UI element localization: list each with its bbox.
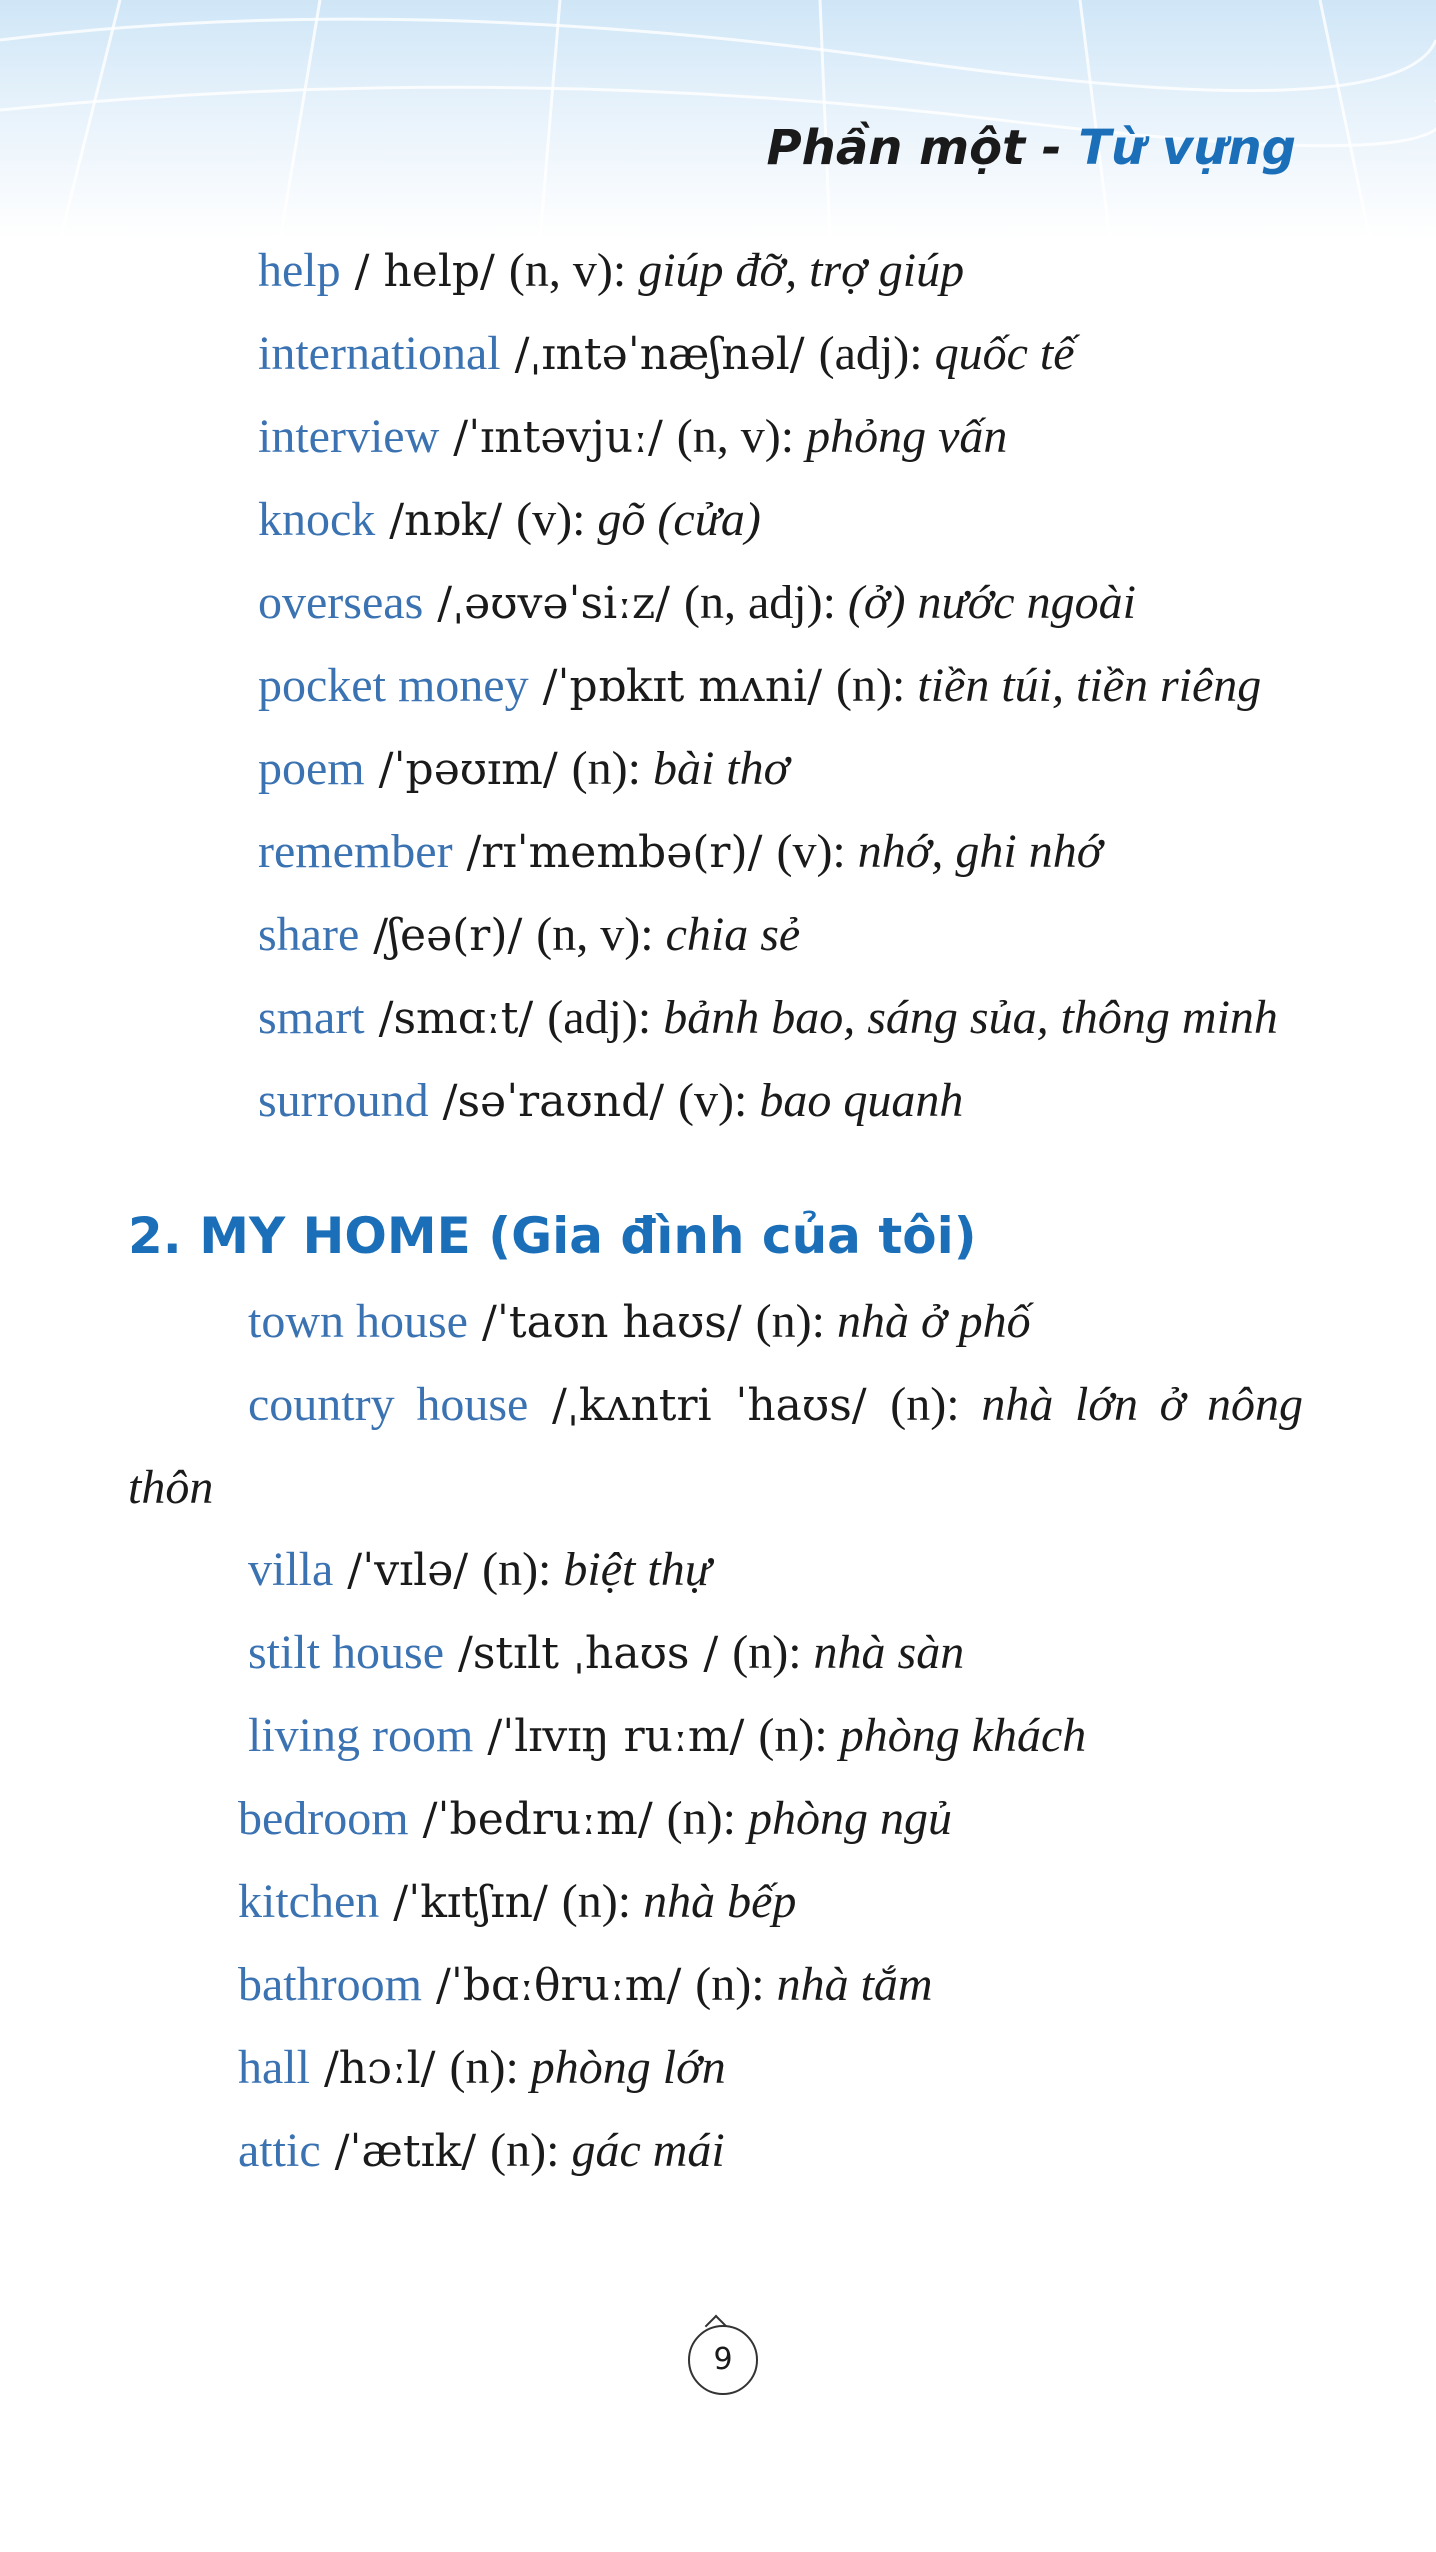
pronunciation: /ˌəʊvəˈsiːz/ (423, 578, 684, 629)
headword: pocket money (258, 659, 529, 712)
vocabulary-entry (128, 396, 1303, 479)
headword: international (258, 327, 501, 380)
meaning: phòng khách (839, 1709, 1087, 1762)
section-heading: 2. MY HOME (Gia đình của tôi) (128, 1207, 977, 1265)
meaning: bao quanh (759, 1074, 964, 1127)
running-head (766, 120, 1296, 176)
vocabulary-entry (128, 1944, 1303, 2027)
meaning: phòng ngủ (747, 1792, 952, 1845)
part-of-speech: (n): (561, 1875, 644, 1928)
part-of-speech: (n): (571, 742, 653, 795)
part-of-speech: (v): (776, 825, 858, 878)
vocabulary-list-1 (128, 230, 1303, 1143)
vocabulary-entry (128, 2110, 1303, 2193)
vocabulary-entry (128, 894, 1303, 977)
meaning: gõ (cửa) (597, 493, 761, 546)
meaning: phỏng vấn (806, 410, 1008, 463)
meaning: (ở) nước ngoài (847, 576, 1136, 629)
headword: villa (248, 1543, 334, 1596)
headword: stilt house (248, 1626, 445, 1679)
vocabulary-entry (128, 1364, 1303, 1529)
headword: attic (238, 2124, 321, 2177)
part-of-speech: (n, v): (508, 244, 639, 297)
pronunciation: /ˈbedruːm/ (408, 1794, 667, 1845)
part-of-speech: (n): (836, 659, 918, 712)
pronunciation: /ˌɪntəˈnæʃnəl/ (500, 329, 819, 380)
vocabulary-entry (128, 479, 1303, 562)
vocabulary-entry (128, 977, 1303, 1060)
part-of-speech: (adj): (818, 327, 935, 380)
headword: overseas (258, 576, 424, 629)
headword: kitchen (238, 1875, 380, 1928)
vocabulary-entry (128, 1529, 1303, 1612)
pronunciation: /ˈpəʊɪm/ (364, 744, 572, 795)
pronunciation: /ˈbɑːθruːm/ (421, 1960, 696, 2011)
vocabulary-entry (128, 1695, 1303, 1778)
pronunciation: /smɑːt/ (364, 993, 548, 1044)
part-of-speech: (n): (666, 1792, 748, 1845)
meaning: nhà bếp (643, 1875, 797, 1928)
part-of-speech: (n): (732, 1626, 814, 1679)
part-of-speech: (n, adj): (683, 576, 848, 629)
vocabulary-entry (128, 313, 1303, 396)
headword: knock (258, 493, 376, 546)
part-of-speech: (n): (890, 1378, 982, 1431)
part-of-speech: (n): (758, 1709, 840, 1762)
part-of-speech: (v): (678, 1074, 760, 1127)
pronunciation: /stɪlt ˌhaʊs / (444, 1628, 733, 1679)
meaning: biệt thự (563, 1543, 711, 1596)
pronunciation: /ˈkɪtʃɪn/ (379, 1877, 562, 1928)
headword: interview (258, 410, 440, 463)
meaning: bảnh bao, sáng sủa, thông minh (663, 991, 1278, 1044)
part-of-speech: (n): (755, 1295, 837, 1348)
vocabulary-list-2 (128, 1281, 1303, 2193)
meaning: nhà sàn (813, 1626, 965, 1679)
part-of-speech: (v): (516, 493, 598, 546)
vocabulary-entry (128, 1861, 1303, 1944)
vocabulary-entry (128, 2027, 1303, 2110)
part-of-speech: (adj): (547, 991, 664, 1044)
meaning: tiền túi, tiền riêng (917, 659, 1262, 712)
pronunciation: /səˈraʊnd/ (428, 1076, 679, 1127)
vocabulary-entry (128, 1060, 1303, 1143)
running-head-separator: - (1025, 120, 1079, 176)
vocabulary-entry (128, 1281, 1303, 1364)
pronunciation: /nɒk/ (375, 495, 517, 546)
meaning: quốc tế (934, 327, 1075, 380)
vocabulary-entry (128, 1778, 1303, 1861)
part-of-speech: (n): (482, 1543, 564, 1596)
meaning: chia sẻ (665, 908, 801, 961)
pronunciation: /ˈætɪk/ (320, 2126, 491, 2177)
pronunciation: /rɪˈmembə(r)/ (452, 827, 777, 878)
headword: town house (248, 1295, 468, 1348)
vocabulary-entry (128, 562, 1303, 645)
vocabulary-entry (128, 1612, 1303, 1695)
vocabulary-content (128, 230, 1303, 2193)
vocabulary-entry (128, 811, 1303, 894)
pronunciation: /ʃeə(r)/ (359, 910, 537, 961)
vocabulary-entry (128, 728, 1303, 811)
meaning: nhà ở phố (836, 1295, 1031, 1348)
headword: living room (248, 1709, 474, 1762)
headword: hall (238, 2041, 310, 2094)
meaning: phòng lớn (530, 2041, 726, 2094)
meaning: bài thơ (652, 742, 790, 795)
headword: country house (248, 1378, 529, 1431)
headword: remember (258, 825, 453, 878)
headword: share (258, 908, 360, 961)
meaning: giúp đỡ, trợ giúp (638, 244, 965, 297)
meaning: gác mái (571, 2124, 725, 2177)
part-of-speech: (n): (695, 1958, 777, 2011)
pronunciation: /ˌkʌntri ˈhaʊs/ (528, 1380, 891, 1431)
headword: poem (258, 742, 365, 795)
pronunciation: / help/ (340, 246, 509, 297)
pronunciation: /ˈtaʊn haʊs/ (467, 1297, 756, 1348)
part-of-speech: (n): (449, 2041, 531, 2094)
pronunciation: /ˈɪntəvjuː/ (439, 412, 677, 463)
pronunciation: /ˈpɒkɪt mʌni/ (528, 661, 837, 712)
headword: smart (258, 991, 365, 1044)
headword: surround (258, 1074, 429, 1127)
vocabulary-entry (128, 645, 1303, 728)
pronunciation: /ˈlɪvɪŋ ruːm/ (473, 1711, 759, 1762)
running-head-topic: Từ vựng (1078, 120, 1296, 176)
part-of-speech: (n): (490, 2124, 572, 2177)
part-of-speech: (n, v): (676, 410, 807, 463)
meaning: nhà lớn ở nông thôn (128, 1378, 1303, 1514)
meaning: nhà tắm (776, 1958, 933, 2011)
headword: bedroom (238, 1792, 409, 1845)
running-head-part: Phần một (766, 120, 1026, 176)
vocabulary-entry (128, 230, 1303, 313)
part-of-speech: (n, v): (536, 908, 666, 961)
pronunciation: /ˈvɪlə/ (333, 1545, 483, 1596)
headword: help (258, 244, 341, 297)
meaning: nhớ, ghi nhớ (857, 825, 1103, 878)
headword: bathroom (238, 1958, 422, 2011)
pronunciation: /hɔːl/ (309, 2043, 450, 2094)
page-number: 9 (688, 2325, 758, 2395)
